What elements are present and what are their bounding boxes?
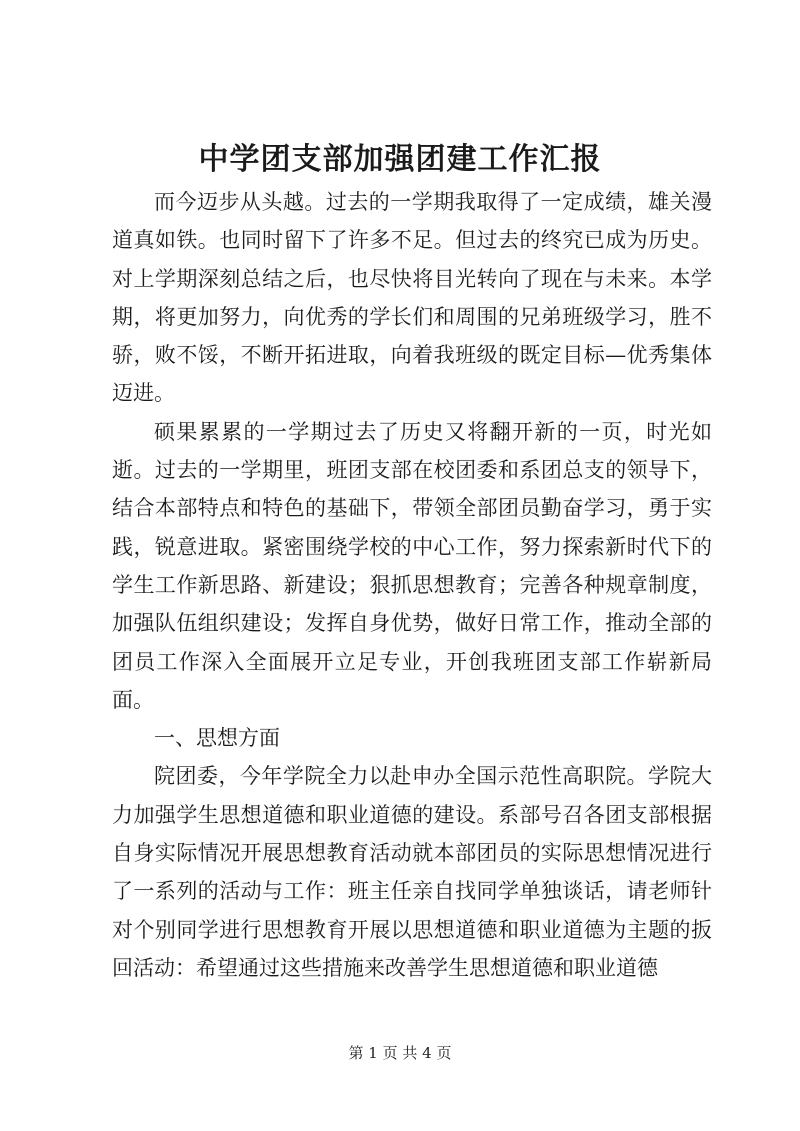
page-footer: 第 1 页 共 4 页 [348, 1044, 452, 1062]
document-body [112, 183, 712, 987]
section-heading: 一、思想方面 [154, 726, 280, 751]
paragraph-2: 硕果累累的一学期过去了历史又将翻开新的一页，时光如逝。过去的一学期里，班团支部在校团委和系团总支的领导下，结合本部特点和特色的基础下，带领全部团员勤奋学习，勇于实践，锐意进取。紧密围绕学校的中心工作，努力探索新时代下的学生工作新思路、新建设；狠抓思想教育；完善各种规章制度，加强队伍组织建设；发挥自身优势，做好日常工作，推动全部的团员工作深入全面展开立足专业，开创我班团支部工作崭新局面。 [112, 419, 712, 712]
paragraph-3: 院团委，今年学院全力以赴申办全国示范性高职院。学院大力加强学生思想道德和职业道德的建设。系部号召各团支部根据自身实际情况开展思想教育活动就本部团员的实际思想情况进行了一系列的活动与工作：班主任亲自找同学单独谈话，请老师针对个别同学进行思想教育开展以思想道德和职业道德为主题的扳回活动：希望通过这些措施来改善学生思想道德和职业道德 [112, 764, 712, 980]
paragraph-1: 而今迈步从头越。过去的一学期我取得了一定成绩，雄关漫道真如铁。也同时留下了许多不足。但过去的终究已成为历史。对上学期深刻总结之后，也尽快将目光转向了现在与未来。本学期，将更加努力，向优秀的学长们和周围的兄弟班级学习，胜不骄，败不馁，不断开拓进取，向着我班级的既定目标—优秀集体迈进。 [112, 190, 712, 406]
document-title: 中学团支部加强团建工作汇报 [198, 142, 602, 177]
